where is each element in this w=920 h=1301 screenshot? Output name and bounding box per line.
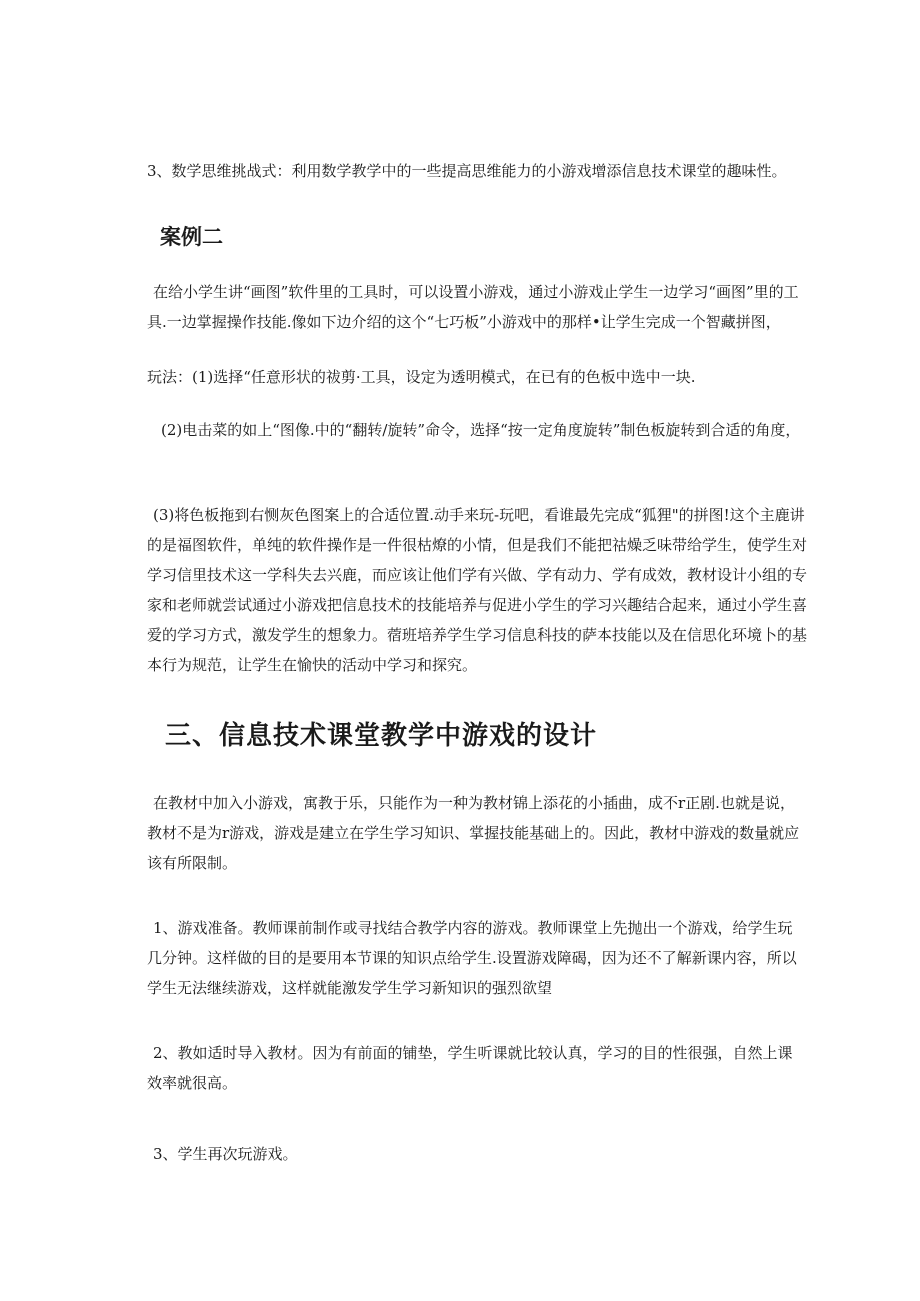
paragraph-math-challenge: 3、数学思维挑战式：利用数学教学中的一些提高思维能力的小游戏增添信息技术课堂的趣味性。	[147, 162, 787, 180]
paragraph-introduce-textbook: 2、教如适时导入教材。因为有前面的铺垫，学生听课就比较认真，学习的目的性很强，自然上课效率就很高。	[147, 1044, 793, 1092]
paragraph-game-in-textbook: 在教材中加入小游戏，寓教于乐，只能作为一种为教材锦上添花的小插曲，成不r正剧.也就是说，教材不是为r游戏，游戏是建立在学生学习知识、掌握技能基础上的。因此，教材中游戏的数量就应该有所限制。	[147, 794, 800, 872]
heading-section-three: 三、信息技术课堂教学中游戏的设计	[165, 721, 598, 751]
paragraph-play-again: 3、学生再次玩游戏。	[153, 1145, 298, 1163]
paragraph-play-step-2: (2)电击菜的如上“图像.中的“翻转/旋转”命令，选择“按一定角度旋转”制色板旋转到合适的角度，	[161, 421, 801, 439]
paragraph-play-step-3: (3)将色板拖到右恻灰色图案上的合适位置.动手来玩-玩吧，看谁最先完成“狐狸"的拼图!这个主鹿讲的是福图软件，单纯的软件操作是一件很枯燎的小情，但是我们不能把祜燥乏味带给学生，使学生对学习信里技术这一学科失去兴鹿，而应该让他们学有兴做、学有动力、学有成效，教材设计小组的专家和老师就尝试通过小游戏把信息技术的技能培养与促进小学生的学习兴趣结合起来，通过小学生喜爱的学习方式，激发学生的想象力。蓿班培养学生学习信息科技的萨本技能以及在信思化环境卜的基本行为规范，让学生在愉快的活动中学习和探究。	[147, 506, 808, 674]
paragraph-game-preparation: 1、游戏准备。教师课前制作或寻找结合教学内容的游戏。教师课堂上先抛出一个游戏，给学生玩几分钟。这样做的目的是要用本节课的知识点给学生.设置游戏障碣，因为还不了解新课内容，所以学生无法继续游戏，这样就能激发学生学习新知识的强烈欲望	[147, 919, 797, 997]
paragraph-play-step-1: 玩法：(1)选择“任意形状的祓剪·工具，设定为透明模式，在已有的色板中选中一块.	[147, 368, 696, 386]
heading-case-two: 案例二	[160, 224, 223, 249]
paragraph-paint-intro: 在给小学生讲“画图”软件里的工具时，可以设置小游戏，通过小游戏止学生一边学习“画图”里的工具.一边掌握操作技能.像如下边介绍的这个“七巧板”小游戏中的那样•让学生完成一个智藏拼图，	[147, 283, 799, 331]
